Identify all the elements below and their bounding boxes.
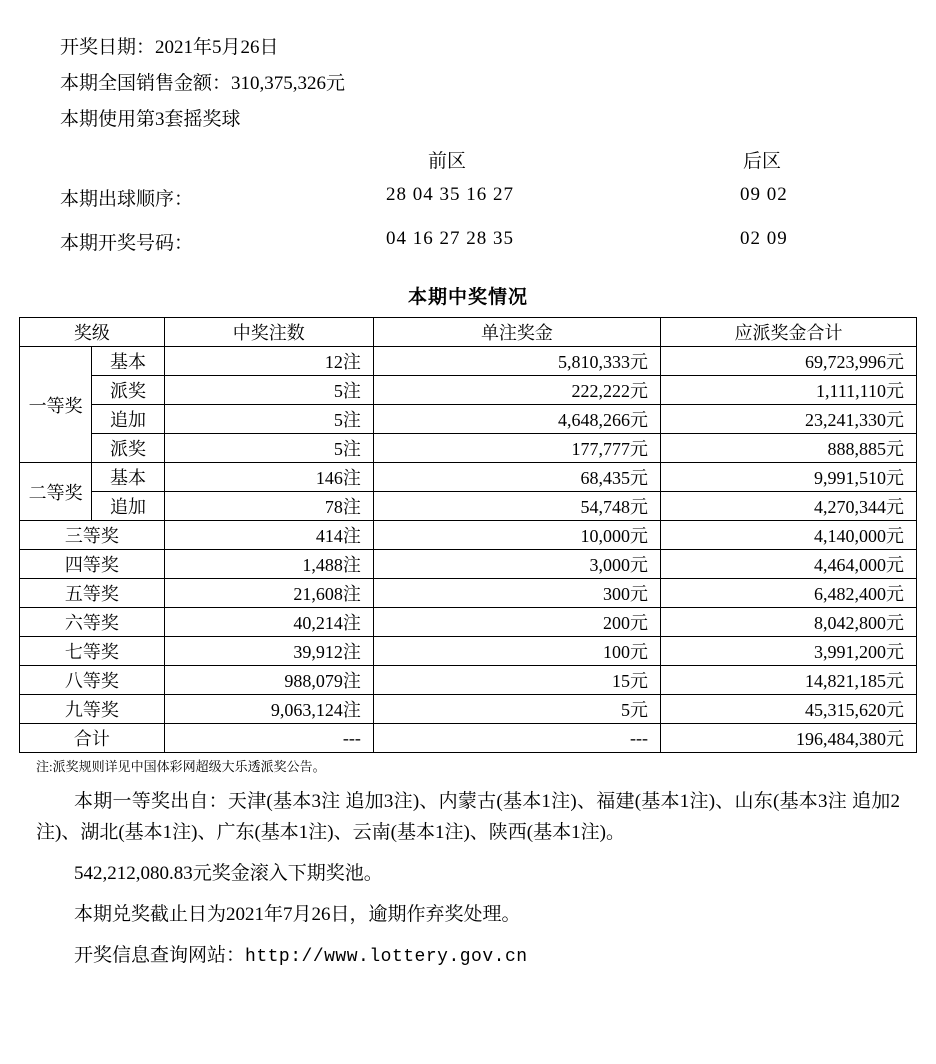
prize-sub-cell: 基本 xyxy=(92,347,164,376)
prize-count-cell: --- xyxy=(164,724,373,753)
prize-count-cell: 5注 xyxy=(164,376,373,405)
first-prize-origin-paragraph: 本期一等奖出自：天津(基本3注 追加3注)、内蒙古(基本1注)、福建(基本1注)、山东(基本3注 追加2注)、湖北(基本1注)、广东(基本1注)、云南(基本1注)、陕西(基本1注)。 xyxy=(36,791,900,843)
front-zone-label: 前区 xyxy=(428,151,467,172)
prize-level-cell: 八等奖 xyxy=(20,666,165,695)
prize-count-cell: 40,214注 xyxy=(164,608,373,637)
prize-sub-cell: 派奖 xyxy=(92,376,164,405)
table-row xyxy=(20,463,917,492)
ball-order-back-numbers: 09 02 xyxy=(740,184,788,205)
column-header-count: 中奖注数 xyxy=(164,318,373,347)
prize-level-cell: 七等奖 xyxy=(20,637,165,666)
table-row xyxy=(20,666,917,695)
prize-total-cell: 4,270,344元 xyxy=(661,492,917,521)
prize-count-cell: 9,063,124注 xyxy=(164,695,373,724)
prize-each-cell: 100元 xyxy=(373,637,660,666)
prize-each-cell: --- xyxy=(373,724,660,753)
prize-count-cell: 1,488注 xyxy=(164,550,373,579)
ball-set-line: 本期使用第3套摇奖球 xyxy=(60,109,241,130)
prize-sub-cell: 追加 xyxy=(92,405,164,434)
draw-date-line: 开奖日期：2021年5月26日 xyxy=(60,37,279,58)
prize-total-cell: 888,885元 xyxy=(661,434,917,463)
table-row xyxy=(20,579,917,608)
table-footnote: 注:派奖规则详见中国体彩网超级大乐透派奖公告。 xyxy=(36,759,326,774)
ball-order-front-numbers: 28 04 35 16 27 xyxy=(386,184,514,205)
column-header-level: 奖级 xyxy=(20,318,165,347)
rollover-paragraph: 542,212,080.83元奖金滚入下期奖池。 xyxy=(74,863,383,884)
prize-level-cell: 二等奖 xyxy=(20,463,92,521)
prize-count-cell: 414注 xyxy=(164,521,373,550)
table-row xyxy=(20,405,917,434)
prize-total-cell: 196,484,380元 xyxy=(661,724,917,753)
prize-level-cell: 三等奖 xyxy=(20,521,165,550)
prize-count-cell: 78注 xyxy=(164,492,373,521)
back-zone-label: 后区 xyxy=(743,151,782,172)
table-row xyxy=(20,637,917,666)
prize-total-cell: 1,111,110元 xyxy=(661,376,917,405)
table-row xyxy=(20,376,917,405)
table-row xyxy=(20,434,917,463)
winning-number-row xyxy=(18,228,918,272)
column-header-each: 单注奖金 xyxy=(373,318,660,347)
prize-count-cell: 146注 xyxy=(164,463,373,492)
table-row-total xyxy=(20,724,917,753)
header-block xyxy=(18,30,918,138)
prize-total-cell: 6,482,400元 xyxy=(661,579,917,608)
table-header-row xyxy=(20,318,917,347)
prize-each-cell: 200元 xyxy=(373,608,660,637)
prize-each-cell: 177,777元 xyxy=(373,434,660,463)
prize-level-cell: 四等奖 xyxy=(20,550,165,579)
prize-count-cell: 21,608注 xyxy=(164,579,373,608)
prize-each-cell: 300元 xyxy=(373,579,660,608)
prize-count-cell: 12注 xyxy=(164,347,373,376)
ball-order-row xyxy=(18,184,918,228)
prize-each-cell: 54,748元 xyxy=(373,492,660,521)
prize-total-cell: 4,464,000元 xyxy=(661,550,917,579)
prize-level-cell: 合计 xyxy=(20,724,165,753)
prize-table-title: 本期中奖情况 xyxy=(407,287,528,308)
table-row xyxy=(20,695,917,724)
prize-each-cell: 15元 xyxy=(373,666,660,695)
winning-back-numbers: 02 09 xyxy=(740,228,788,249)
website-label: 开奖信息查询网站： xyxy=(74,945,246,966)
prize-count-cell: 39,912注 xyxy=(164,637,373,666)
prize-count-cell: 988,079注 xyxy=(164,666,373,695)
winning-number-label: 本期开奖号码： xyxy=(60,233,194,254)
prize-total-cell: 23,241,330元 xyxy=(661,405,917,434)
prize-total-cell: 4,140,000元 xyxy=(661,521,917,550)
prize-table xyxy=(19,317,917,753)
prize-each-cell: 4,648,266元 xyxy=(373,405,660,434)
prize-total-cell: 14,821,185元 xyxy=(661,666,917,695)
prize-total-cell: 8,042,800元 xyxy=(661,608,917,637)
prize-each-cell: 5元 xyxy=(373,695,660,724)
prize-total-cell: 3,991,200元 xyxy=(661,637,917,666)
prize-each-cell: 68,435元 xyxy=(373,463,660,492)
zone-header-row xyxy=(18,146,918,184)
prize-sub-cell: 追加 xyxy=(92,492,164,521)
table-row xyxy=(20,550,917,579)
prize-each-cell: 222,222元 xyxy=(373,376,660,405)
table-row xyxy=(20,492,917,521)
deadline-paragraph: 本期兑奖截止日为2021年7月26日，逾期作弃奖处理。 xyxy=(74,904,521,925)
prize-total-cell: 9,991,510元 xyxy=(661,463,917,492)
prize-level-cell: 六等奖 xyxy=(20,608,165,637)
website-paragraph xyxy=(36,940,900,973)
prize-count-cell: 5注 xyxy=(164,434,373,463)
column-header-total: 应派奖金合计 xyxy=(661,318,917,347)
prize-level-cell: 五等奖 xyxy=(20,579,165,608)
prize-each-cell: 5,810,333元 xyxy=(373,347,660,376)
winning-front-numbers: 04 16 27 28 35 xyxy=(386,228,514,249)
table-row xyxy=(20,521,917,550)
prize-level-cell: 一等奖 xyxy=(20,347,92,463)
prize-each-cell: 3,000元 xyxy=(373,550,660,579)
prize-total-cell: 69,723,996元 xyxy=(661,347,917,376)
prize-sub-cell: 基本 xyxy=(92,463,164,492)
sales-amount-line: 本期全国销售金额：310,375,326元 xyxy=(60,73,346,94)
table-row xyxy=(20,347,917,376)
table-row xyxy=(20,608,917,637)
prize-count-cell: 5注 xyxy=(164,405,373,434)
ball-order-label: 本期出球顺序： xyxy=(60,189,194,210)
prize-each-cell: 10,000元 xyxy=(373,521,660,550)
prize-sub-cell: 派奖 xyxy=(92,434,164,463)
website-url[interactable]: http://www.lottery.gov.cn xyxy=(245,947,528,967)
prize-level-cell: 九等奖 xyxy=(20,695,165,724)
prize-total-cell: 45,315,620元 xyxy=(661,695,917,724)
